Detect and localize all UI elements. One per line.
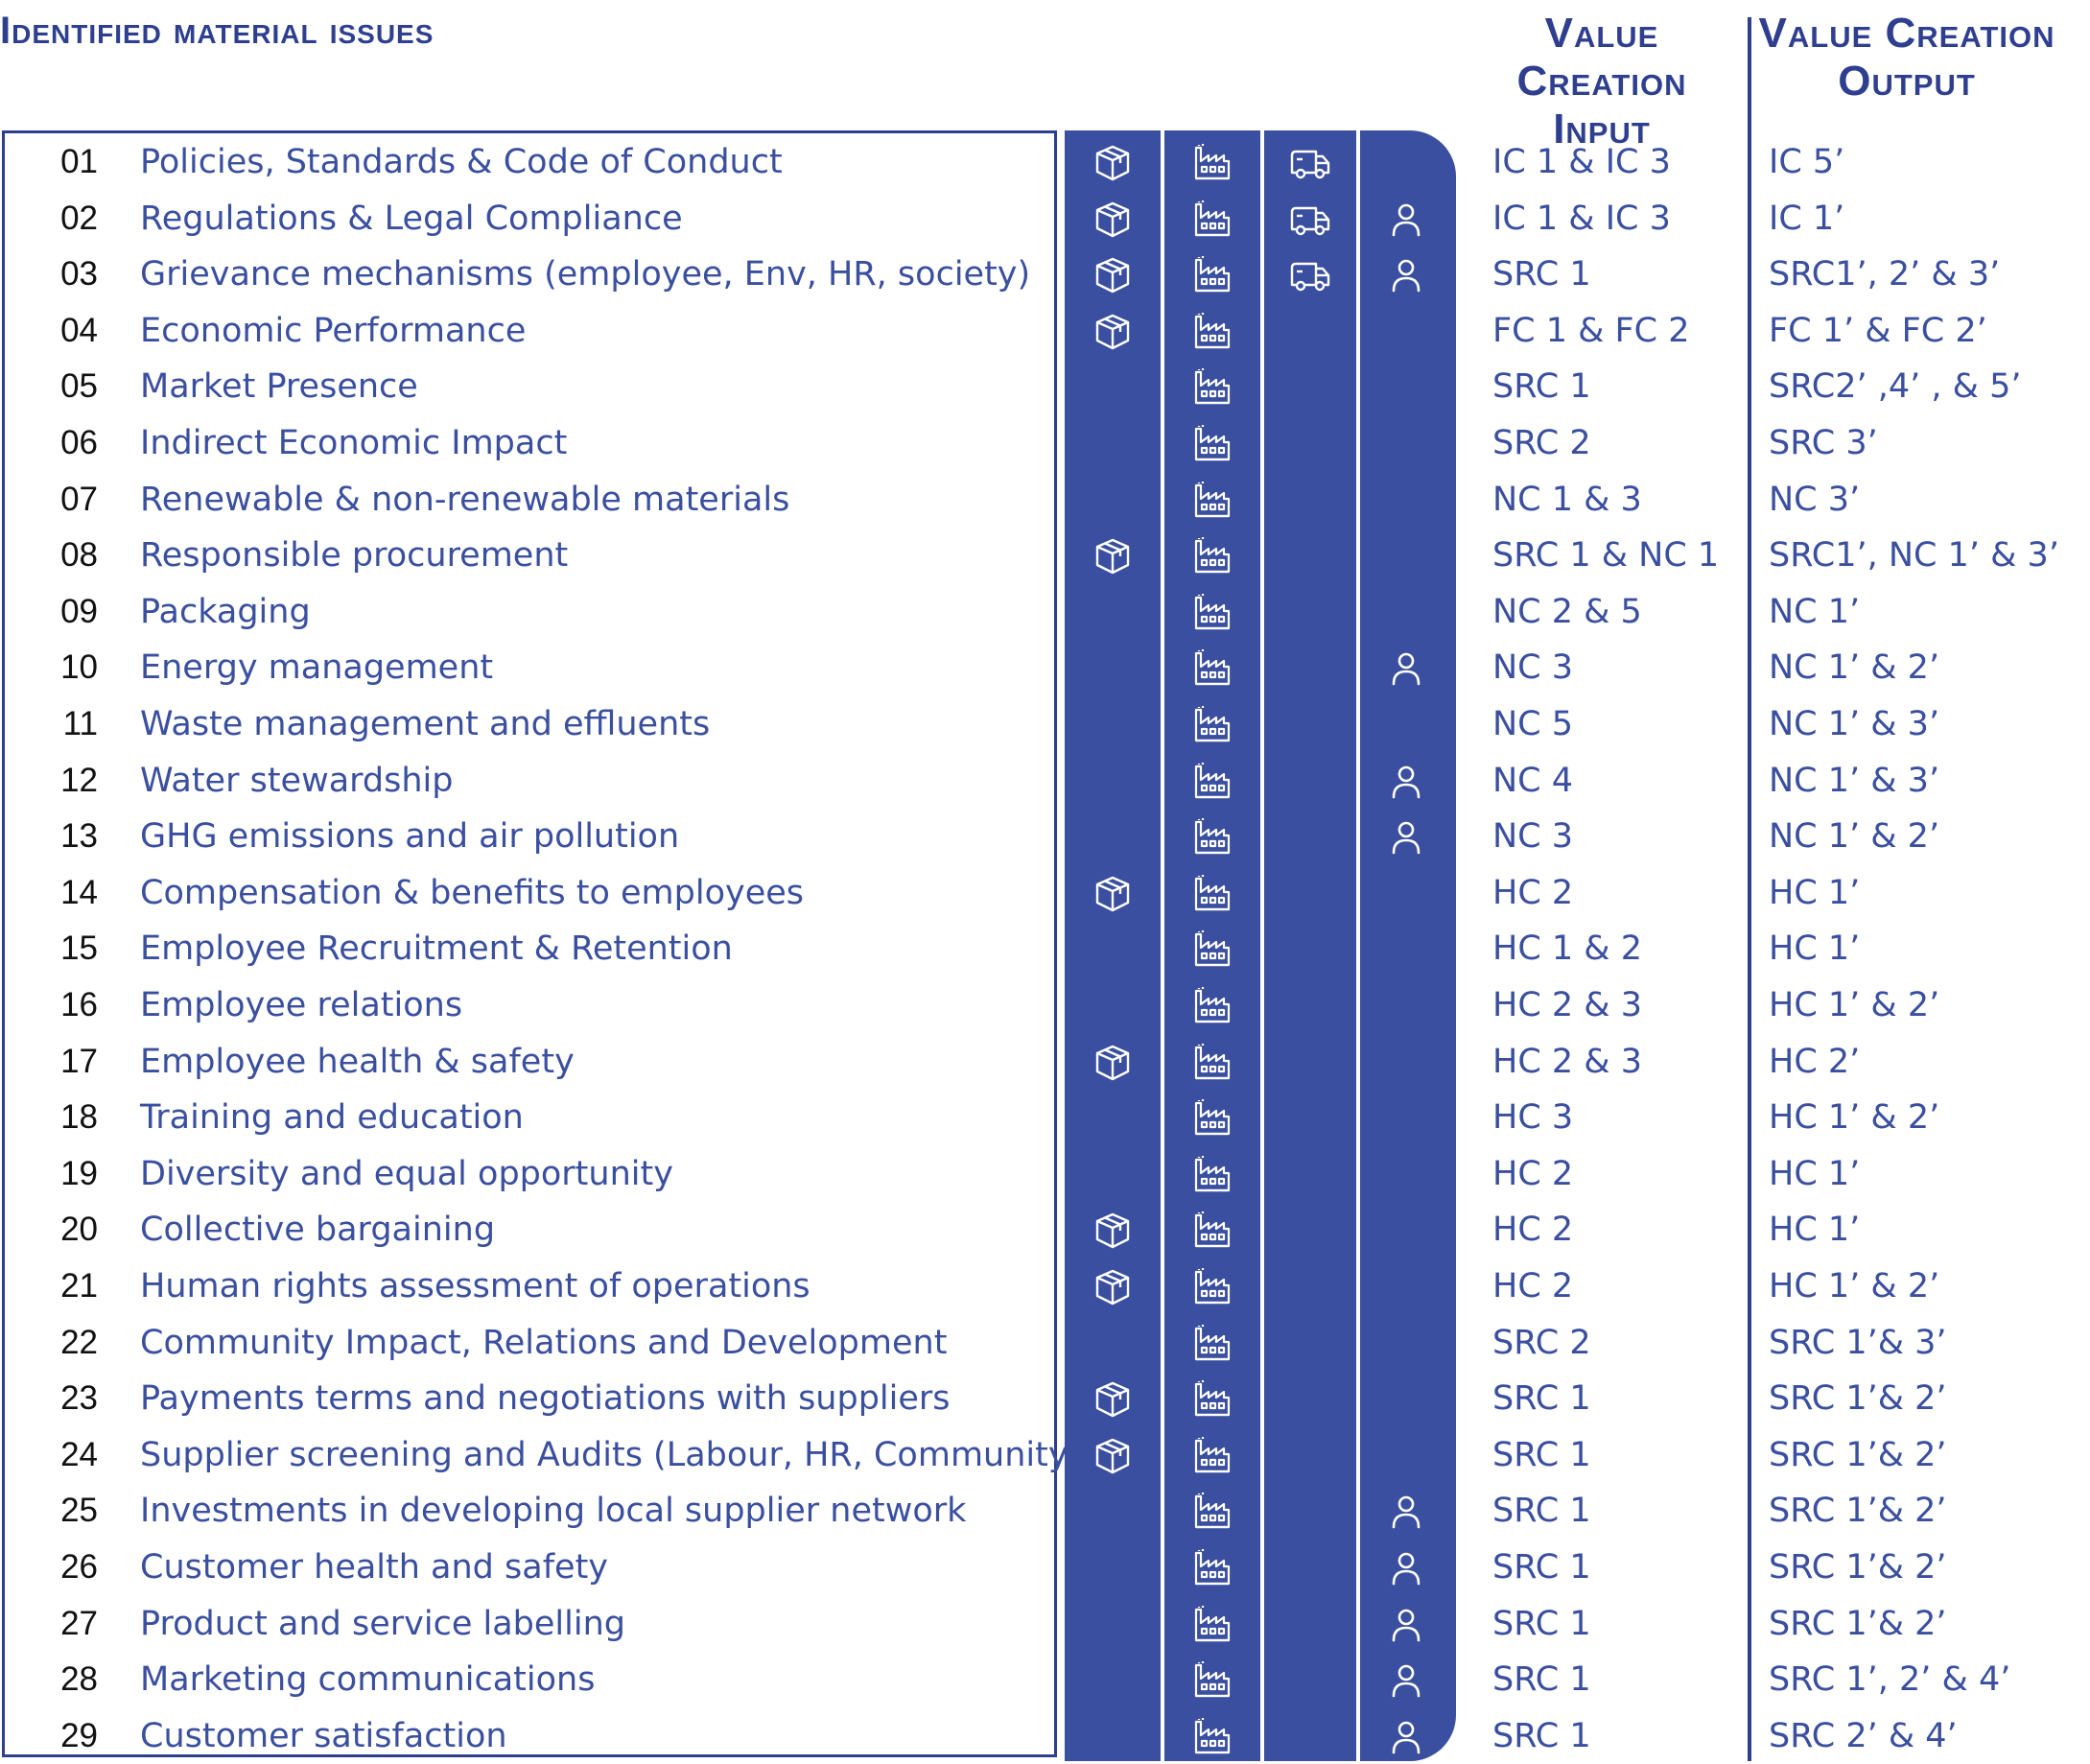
- factory-icon: [1191, 929, 1233, 971]
- value-creation-output: SRC 1’& 2’: [1769, 1492, 1947, 1531]
- box-icon: [1092, 535, 1134, 577]
- row-number: 17: [60, 1042, 98, 1080]
- factory-icon: [1191, 142, 1233, 184]
- table-row: [0, 584, 2090, 641]
- person-icon: [1385, 816, 1427, 858]
- value-creation-output: SRC 1’, 2’ & 4’: [1769, 1660, 2011, 1700]
- table-row: [0, 1146, 2090, 1203]
- value-creation-input: IC 1 & IC 3: [1492, 143, 1671, 181]
- value-creation-output: NC 1’ & 2’: [1769, 817, 1940, 857]
- factory-icon: [1191, 1378, 1233, 1421]
- issue-label: Supplier screening and Audits (Labour, HR, Community): [140, 1435, 1082, 1474]
- table-row: [0, 753, 2090, 810]
- issue-label: Market Presence: [140, 367, 418, 407]
- person-icon: [1385, 1604, 1427, 1646]
- table-row: [0, 528, 2090, 584]
- factory-icon: [1191, 647, 1233, 690]
- table-row: [0, 1708, 2090, 1764]
- truck-icon: [1289, 199, 1331, 241]
- input-heading-line1: Value Creation: [1516, 10, 1687, 105]
- table-row: [0, 865, 2090, 922]
- issue-label: Payments terms and negotiations with suppliers: [140, 1379, 951, 1419]
- issue-label: Regulations & Legal Compliance: [140, 199, 683, 238]
- value-creation-input: NC 3: [1492, 648, 1574, 688]
- table-row: [0, 1202, 2090, 1258]
- row-number: 08: [60, 536, 98, 575]
- table-row: [0, 1258, 2090, 1315]
- value-creation-input: IC 1 & IC 3: [1492, 199, 1671, 238]
- row-number: 01: [60, 143, 98, 180]
- factory-icon: [1191, 1547, 1233, 1589]
- table-row: [0, 921, 2090, 977]
- row-number: 23: [60, 1379, 98, 1418]
- issue-label: Investments in developing local supplier network: [140, 1492, 967, 1531]
- table-row: [0, 134, 2090, 191]
- value-creation-input: SRC 1: [1492, 1660, 1591, 1700]
- row-number: 06: [60, 424, 98, 461]
- value-creation-input: SRC 1: [1492, 1716, 1591, 1755]
- value-creation-output: HC 1’: [1769, 873, 1861, 912]
- value-creation-output: IC 1’: [1769, 199, 1845, 238]
- box-icon: [1092, 1435, 1134, 1477]
- row-number: 10: [60, 648, 98, 687]
- row-number: 03: [60, 255, 98, 294]
- factory-icon: [1191, 199, 1233, 241]
- value-creation-input: NC 3: [1492, 817, 1574, 857]
- value-creation-output: IC 5’: [1769, 143, 1845, 181]
- row-number: 15: [60, 929, 98, 968]
- issue-label: Packaging: [140, 592, 311, 631]
- value-creation-output: SRC1’, 2’ & 3’: [1769, 255, 2001, 294]
- value-creation-output: NC 1’ & 3’: [1769, 705, 1940, 743]
- value-creation-input: SRC 1: [1492, 1379, 1591, 1419]
- value-creation-input: HC 2 & 3: [1492, 1042, 1642, 1081]
- factory-icon: [1191, 1042, 1233, 1084]
- box-icon: [1092, 142, 1134, 184]
- value-creation-output: SRC 1’& 2’: [1769, 1548, 1947, 1587]
- row-number: 02: [60, 199, 98, 237]
- person-icon: [1385, 1547, 1427, 1589]
- factory-icon: [1191, 423, 1233, 465]
- factory-icon: [1191, 761, 1233, 803]
- factory-icon: [1191, 704, 1233, 746]
- value-creation-output: FC 1’ & FC 2’: [1769, 311, 1987, 350]
- truck-icon: [1289, 254, 1331, 296]
- factory-icon: [1191, 1716, 1233, 1758]
- table-row: [0, 1540, 2090, 1596]
- factory-icon: [1191, 873, 1233, 915]
- table-row: [0, 303, 2090, 360]
- row-number: 26: [60, 1548, 98, 1586]
- value-creation-input: NC 5: [1492, 705, 1574, 743]
- factory-icon: [1191, 1323, 1233, 1365]
- factory-icon: [1191, 254, 1233, 296]
- value-creation-input: HC 2: [1492, 873, 1574, 912]
- value-creation-output: SRC 1’& 2’: [1769, 1435, 1947, 1474]
- table-row: [0, 415, 2090, 472]
- issue-label: Customer satisfaction: [140, 1716, 507, 1755]
- value-creation-output: SRC1’, NC 1’ & 3’: [1769, 536, 2059, 576]
- value-creation-input: HC 2 & 3: [1492, 986, 1642, 1024]
- value-creation-input: SRC 1: [1492, 1435, 1591, 1474]
- table-row: [0, 1483, 2090, 1540]
- input-heading-line2: Input: [1553, 106, 1651, 153]
- issue-label: Customer health and safety: [140, 1548, 609, 1587]
- row-number: 16: [60, 986, 98, 1023]
- issue-label: Grievance mechanisms (employee, Env, HR, society): [140, 255, 1031, 294]
- value-creation-input: HC 2: [1492, 1154, 1574, 1193]
- table-row: [0, 191, 2090, 247]
- row-number: 24: [60, 1435, 98, 1473]
- factory-icon: [1191, 1154, 1233, 1196]
- value-creation-output: NC 1’ & 2’: [1769, 648, 1940, 688]
- row-number: 07: [60, 480, 98, 518]
- factory-icon: [1191, 1435, 1233, 1477]
- table-row: [0, 809, 2090, 865]
- factory-icon: [1191, 1266, 1233, 1308]
- table-row: [0, 1652, 2090, 1708]
- value-creation-input: HC 1 & 2: [1492, 929, 1642, 969]
- value-creation-output: SRC 3’: [1769, 424, 1878, 462]
- value-creation-input: SRC 1: [1492, 1604, 1591, 1643]
- table-row: [0, 977, 2090, 1034]
- table-row: [0, 1034, 2090, 1091]
- factory-icon: [1191, 592, 1233, 634]
- issue-label: Community Impact, Relations and Development: [140, 1323, 948, 1362]
- person-icon: [1385, 1659, 1427, 1702]
- value-creation-input: FC 1 & FC 2: [1492, 311, 1690, 350]
- row-number: 20: [60, 1211, 98, 1249]
- issue-label: GHG emissions and air pollution: [140, 817, 680, 857]
- value-creation-input: HC 2: [1492, 1267, 1574, 1305]
- factory-icon: [1191, 1491, 1233, 1533]
- row-number: 09: [60, 592, 98, 630]
- issue-label: Employee health & safety: [140, 1042, 575, 1081]
- person-icon: [1385, 1716, 1427, 1758]
- table-row: [0, 1427, 2090, 1484]
- row-number: 04: [60, 311, 98, 349]
- issue-label: Human rights assessment of operations: [140, 1267, 810, 1305]
- value-creation-output: HC 2’: [1769, 1042, 1861, 1081]
- value-creation-input: NC 1 & 3: [1492, 480, 1642, 519]
- factory-icon: [1191, 366, 1233, 409]
- row-number: 29: [60, 1716, 98, 1754]
- output-heading: [1753, 10, 2060, 106]
- value-creation-output: SRC 1’& 3’: [1769, 1323, 1947, 1362]
- value-creation-output: SRC2’ ,4’ , & 5’: [1769, 367, 2022, 407]
- box-icon: [1092, 311, 1134, 353]
- table-row: [0, 1596, 2090, 1653]
- person-icon: [1385, 647, 1427, 690]
- issues-heading: Identified material issues: [0, 10, 434, 52]
- value-creation-output: HC 1’: [1769, 929, 1861, 969]
- factory-icon: [1191, 535, 1233, 577]
- value-creation-input: SRC 1 & NC 1: [1492, 536, 1720, 576]
- row-number: 11: [62, 705, 98, 742]
- box-icon: [1092, 1266, 1134, 1308]
- box-icon: [1092, 1378, 1134, 1421]
- issue-label: Responsible procurement: [140, 536, 569, 576]
- factory-icon: [1191, 1659, 1233, 1702]
- factory-icon: [1191, 1210, 1233, 1252]
- table-row: [0, 359, 2090, 415]
- person-icon: [1385, 761, 1427, 803]
- row-number: 19: [60, 1154, 98, 1192]
- issue-label: Collective bargaining: [140, 1211, 496, 1250]
- value-creation-input: SRC 1: [1492, 255, 1591, 294]
- value-creation-output: HC 1’ & 2’: [1769, 1267, 1940, 1305]
- row-number: 18: [60, 1098, 98, 1137]
- factory-icon: [1191, 816, 1233, 858]
- table-row: [0, 1315, 2090, 1372]
- issue-label: Product and service labelling: [140, 1604, 625, 1643]
- person-icon: [1385, 1491, 1427, 1533]
- output-heading-line2: Output: [1838, 58, 1976, 105]
- value-creation-output: HC 1’: [1769, 1154, 1861, 1193]
- table-row: [0, 696, 2090, 753]
- box-icon: [1092, 873, 1134, 915]
- issue-label: Employee relations: [140, 986, 463, 1024]
- person-icon: [1385, 254, 1427, 296]
- issue-label: Water stewardship: [140, 761, 454, 800]
- issue-label: Compensation & benefits to employees: [140, 873, 805, 912]
- table-row: [0, 1371, 2090, 1427]
- issue-label: Energy management: [140, 648, 494, 688]
- row-number: 21: [60, 1267, 98, 1305]
- factory-icon: [1191, 1604, 1233, 1646]
- box-icon: [1092, 254, 1134, 296]
- issue-label: Indirect Economic Impact: [140, 424, 568, 462]
- row-number: 27: [60, 1604, 98, 1642]
- value-creation-output: SRC 1’& 2’: [1769, 1379, 1947, 1419]
- value-creation-output: HC 1’ & 2’: [1769, 986, 1940, 1024]
- factory-icon: [1191, 480, 1233, 522]
- issue-label: Training and education: [140, 1098, 524, 1138]
- row-number: 28: [60, 1660, 98, 1699]
- value-creation-input: SRC 1: [1492, 367, 1591, 407]
- value-creation-output: SRC 1’& 2’: [1769, 1604, 1947, 1643]
- value-creation-output: SRC 2’ & 4’: [1769, 1716, 1958, 1755]
- issue-label: Economic Performance: [140, 311, 527, 350]
- value-creation-input: HC 3: [1492, 1098, 1574, 1138]
- value-creation-input: SRC 1: [1492, 1548, 1591, 1587]
- table-row: [0, 247, 2090, 303]
- row-number: 12: [60, 761, 98, 799]
- row-number: 14: [60, 873, 98, 911]
- factory-icon: [1191, 1097, 1233, 1140]
- value-creation-output: NC 3’: [1769, 480, 1861, 519]
- issue-label: Policies, Standards & Code of Conduct: [140, 143, 783, 181]
- issue-label: Renewable & non-renewable materials: [140, 480, 790, 519]
- value-creation-input: SRC 2: [1492, 424, 1591, 462]
- value-creation-output: HC 1’: [1769, 1211, 1861, 1250]
- value-creation-output: HC 1’ & 2’: [1769, 1098, 1940, 1138]
- person-icon: [1385, 199, 1427, 241]
- value-creation-input: SRC 1: [1492, 1492, 1591, 1531]
- value-creation-output: NC 1’ & 3’: [1769, 761, 1940, 800]
- value-creation-output: NC 1’: [1769, 592, 1861, 631]
- box-icon: [1092, 199, 1134, 241]
- truck-icon: [1289, 142, 1331, 184]
- row-number: 05: [60, 367, 98, 406]
- issue-label: Diversity and equal opportunity: [140, 1154, 673, 1193]
- output-heading-line1: Value Creation: [1758, 10, 2055, 57]
- box-icon: [1092, 1042, 1134, 1084]
- value-creation-input: SRC 2: [1492, 1323, 1591, 1362]
- issue-label: Employee Recruitment & Retention: [140, 929, 733, 969]
- value-creation-input: HC 2: [1492, 1211, 1574, 1250]
- issue-label: Marketing communications: [140, 1660, 596, 1700]
- issue-label: Waste management and effluents: [140, 705, 711, 743]
- table-row: [0, 472, 2090, 529]
- table-row: [0, 1090, 2090, 1146]
- factory-icon: [1191, 311, 1233, 353]
- row-number: 22: [60, 1323, 98, 1361]
- box-icon: [1092, 1210, 1134, 1252]
- factory-icon: [1191, 985, 1233, 1027]
- value-creation-input: NC 2 & 5: [1492, 592, 1642, 631]
- table-row: [0, 640, 2090, 696]
- input-heading: [1458, 10, 1746, 153]
- row-number: 25: [60, 1492, 98, 1530]
- value-creation-input: NC 4: [1492, 761, 1574, 800]
- row-number: 13: [60, 817, 98, 856]
